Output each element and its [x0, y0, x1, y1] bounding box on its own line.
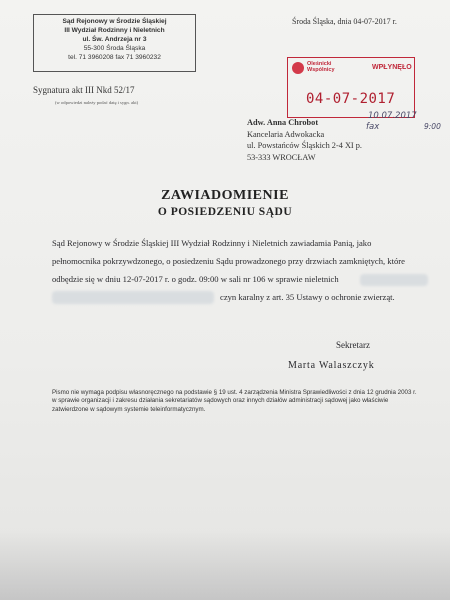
received-stamp-org [307, 61, 335, 73]
case-signature-note: (w odpowiedzi należy podać datę i sygn. akt) [55, 100, 139, 105]
handwritten-time: 9:00 [424, 122, 441, 131]
body-line-2: pełnomocnika pokrzywdzonego, o posiedzeniu Sądu prowadzonego przy drzwiach zamkniętych, które [52, 256, 405, 266]
case-signature: Sygnatura akt III Nkd 52/17 [33, 85, 135, 95]
addressee-city: 53-333 WROCŁAW [247, 152, 316, 162]
place-date: Środa Śląska, dnia 04-07-2017 r. [292, 17, 397, 26]
received-stamp [287, 57, 415, 118]
document-subtitle: O POSIEDZENIU SĄDU [157, 206, 293, 218]
court-header-stamp [33, 14, 196, 72]
handwritten-date: 10.07.2017 [368, 111, 417, 121]
body-line-4: czyn karalny z art. 35 Ustawy o ochronie zwierząt. [220, 292, 395, 302]
law-firm-logo-icon [292, 62, 304, 74]
handwritten-fax: fax [366, 122, 380, 132]
court-phone: tel. 71 3960208 fax 71 3960232 [68, 54, 161, 61]
body-line-3: odbędzie się w dniu 12-07-2017 r. o godz. 09:00 w sali nr 106 w sprawie nieletnich [52, 274, 339, 284]
redacted-region-1 [360, 274, 428, 286]
footnote: Pismo nie wymaga podpisu własnoręcznego na podstawie § 19 ust. 4 zarządzenia Ministra Sprawiedliwości z dnia 12 grudnia 2003 r. w sprawie organizacji i zakresu działania sekretariatów sądowych oraz innych działów administracji sądowej jako właściwie zatwierdzone w sądowym systemie teleinformatycznym. [52, 389, 417, 413]
org-line2: Wspólnicy [307, 67, 335, 73]
court-street: ul. Św. Andrzeja nr 3 [82, 36, 147, 43]
document-title: ZAWIADOMIENIE [161, 188, 289, 203]
closing-name: Marta Walaszczyk [288, 360, 375, 371]
body-line-1: Sąd Rejonowy w Środzie Śląskiej III Wydział Rodzinny i Nieletnich zawiadamia Panią, jako [52, 238, 372, 248]
redacted-region-2 [52, 291, 214, 304]
addressee-office: Kancelaria Adwokacka [247, 129, 325, 139]
addressee-name: Adw. Anna Chrobot [247, 118, 319, 127]
org-line1: Oleśnicki [307, 61, 332, 67]
court-division: III Wydział Rodzinny i Nieletnich [64, 27, 165, 34]
closing-role: Sekretarz [336, 340, 370, 350]
addressee-block [247, 117, 362, 163]
addressee-street: ul. Powstańców Śląskich 2-4 XI p. [247, 141, 362, 150]
court-city: 55-300 Środa Śląska [83, 45, 146, 52]
received-stamp-label: WPŁYNĘŁO [372, 64, 412, 71]
page-shadow [0, 530, 450, 600]
court-name: Sąd Rejonowy w Środzie Śląskiej [62, 18, 167, 25]
received-stamp-date: 04-07-2017 [306, 91, 396, 107]
